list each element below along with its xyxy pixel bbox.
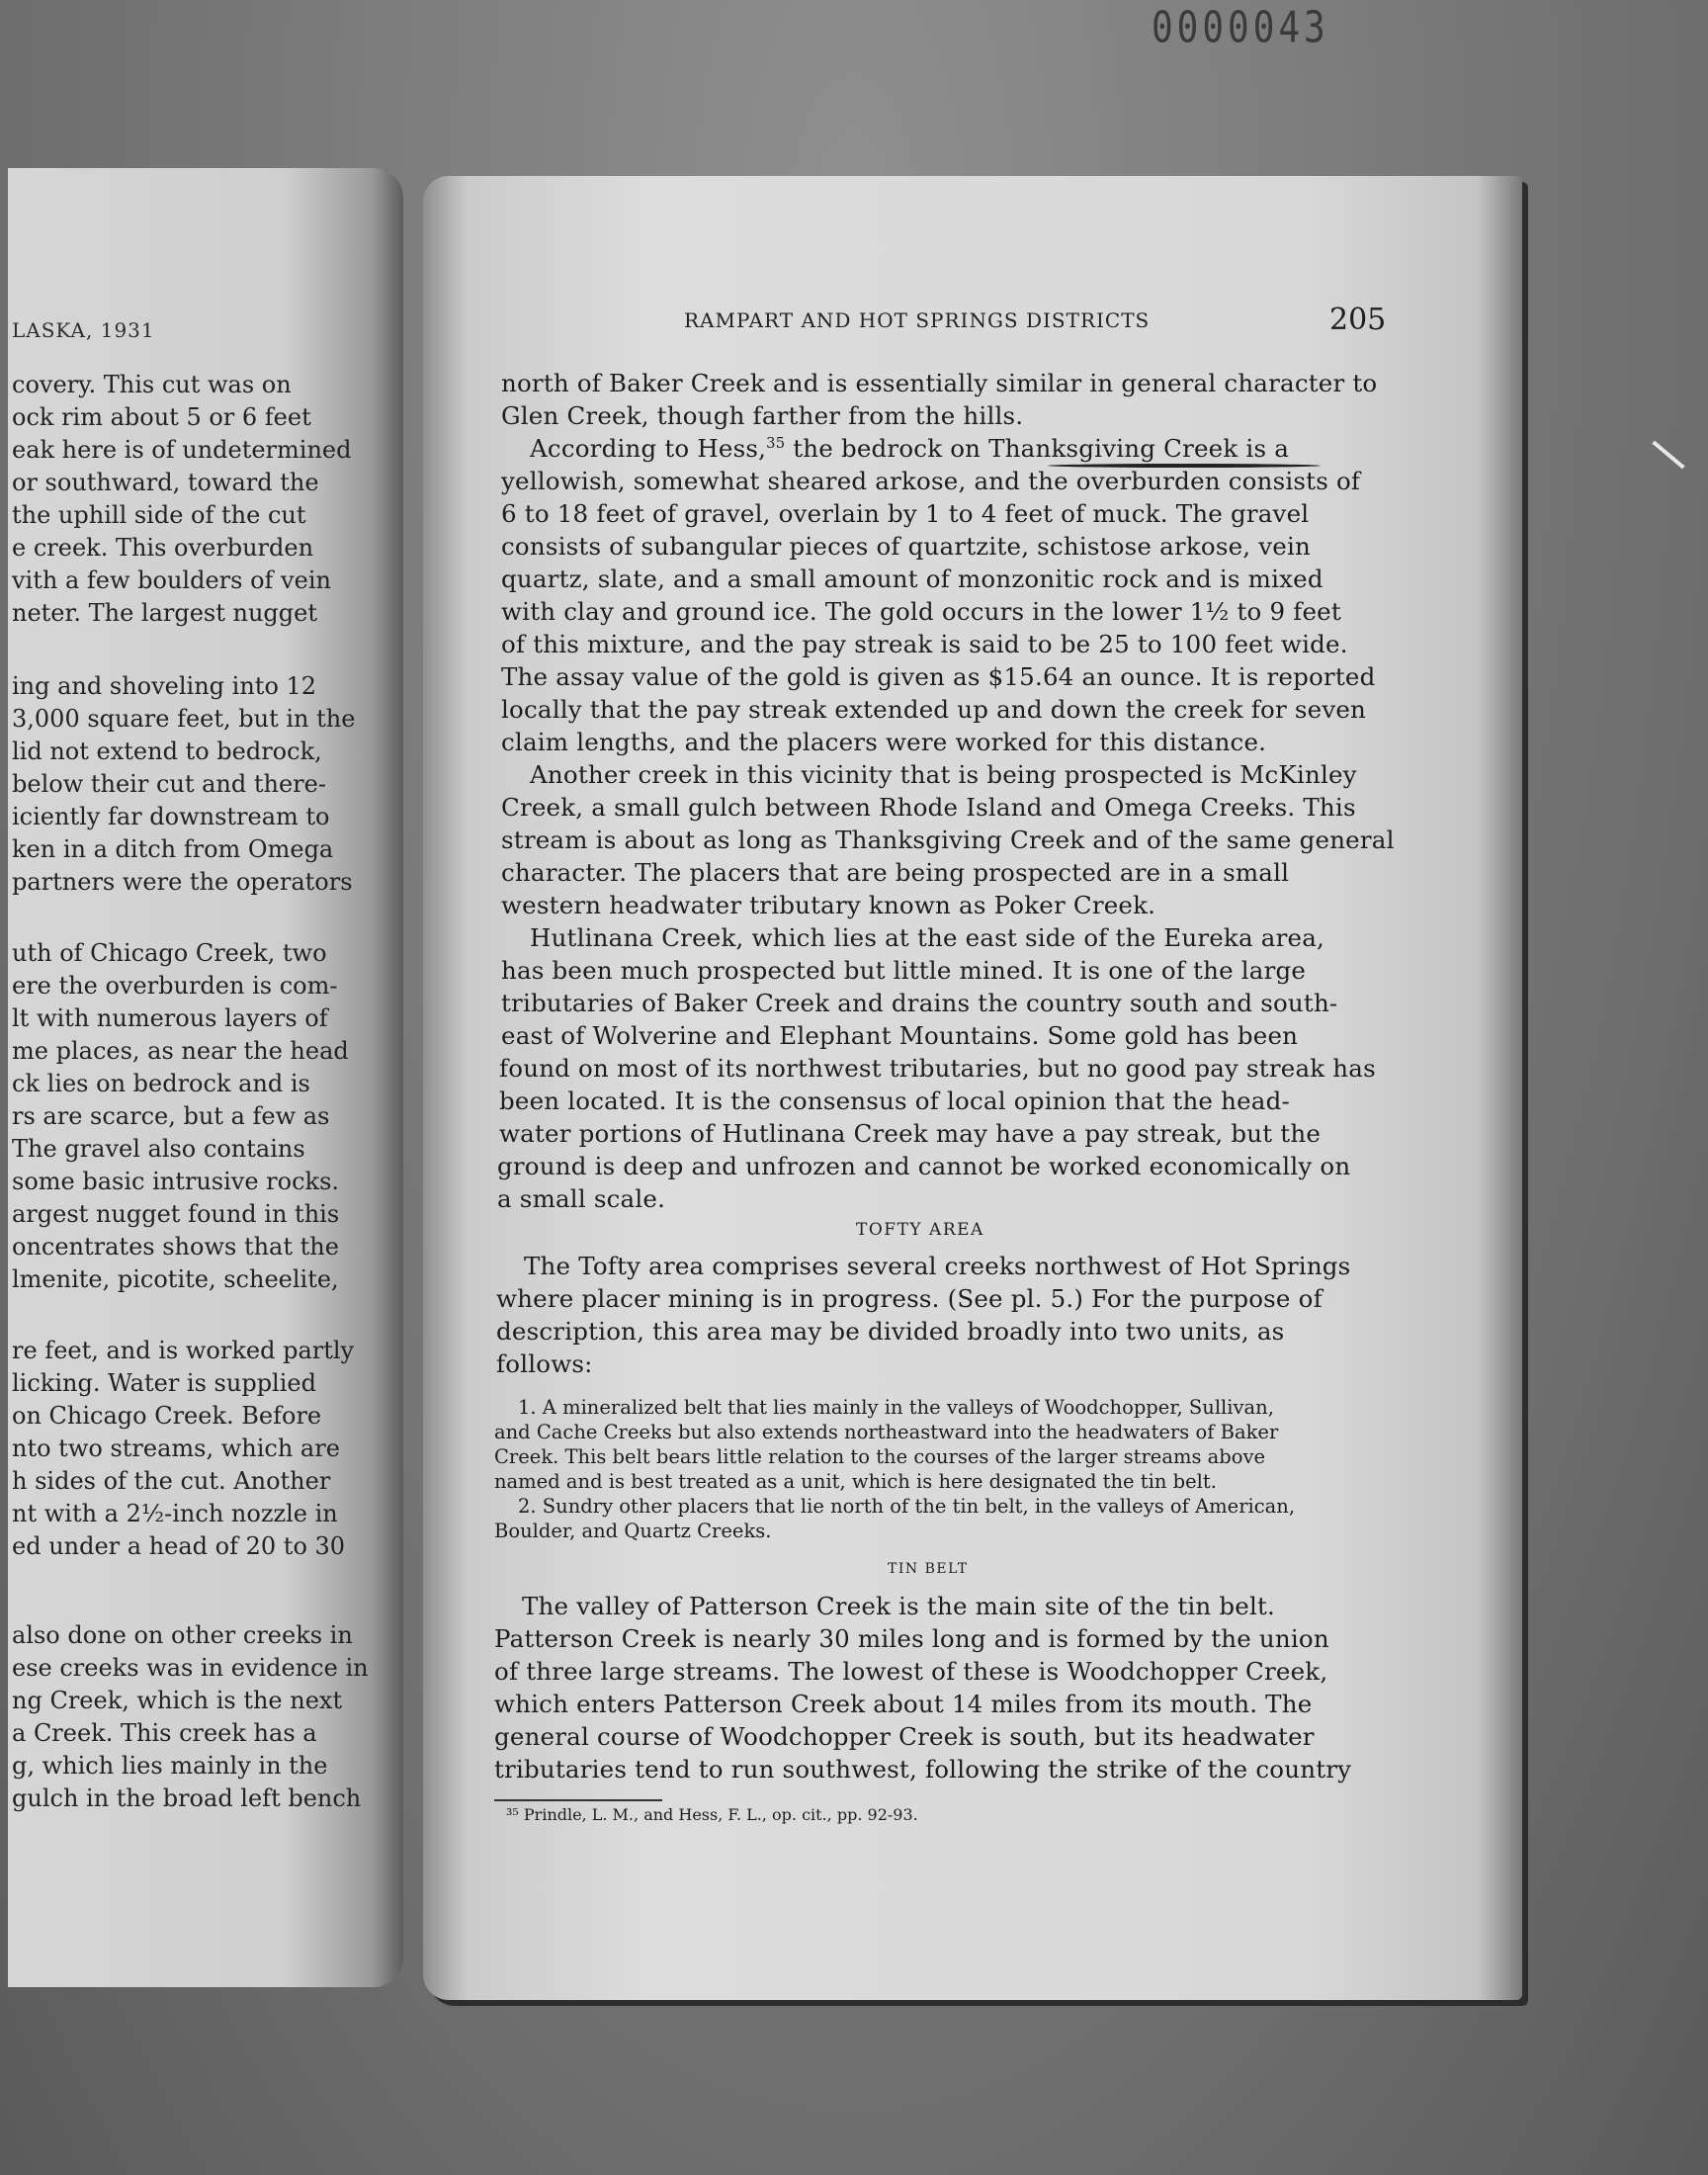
- document-stamp-number: 0000043: [1152, 3, 1329, 53]
- left-page-text-line: ere the overburden is com-: [12, 972, 338, 1000]
- text-line: of this mixture, and the pay streak is said to be 25 to 100 feet wide.: [501, 630, 1348, 658]
- left-page-text-line: ken in a ditch from Omega: [12, 835, 334, 863]
- section-heading-tin-belt: TIN BELT: [888, 1561, 969, 1577]
- text-line: follows:: [496, 1349, 593, 1378]
- left-page-text-line: lid not extend to bedrock,: [12, 738, 322, 765]
- text-line: east of Wolverine and Elephant Mountains. Some gold has been: [501, 1021, 1299, 1050]
- text-line: where placer mining is in progress. (See pl. 5.) For the purpose of: [496, 1284, 1323, 1313]
- left-page-text-line: licking. Water is supplied: [12, 1369, 316, 1397]
- list-item: named and is best treated as a unit, which is here designated the tin belt.: [494, 1470, 1217, 1493]
- text-line: claim lengths, and the placers were worked for this distance.: [501, 728, 1267, 756]
- footnote-rule: [494, 1799, 662, 1801]
- left-page-text-line: nto two streams, which are: [12, 1435, 340, 1462]
- left-page-text-line: vith a few boulders of vein: [12, 566, 331, 594]
- left-page-text-line: ing and shoveling into 12: [12, 672, 317, 700]
- text-line: character. The placers that are being prospected are in a small: [501, 858, 1290, 887]
- left-page: [8, 168, 403, 1987]
- running-header: RAMPART AND HOT SPRINGS DISTRICTS: [684, 308, 1151, 332]
- text-line: ground is deep and unfrozen and cannot be worked economically on: [497, 1152, 1351, 1180]
- left-page-text-line: The gravel also contains: [12, 1135, 305, 1163]
- text-line: description, this area may be divided broadly into two units, as: [496, 1317, 1285, 1346]
- text-line: Glen Creek, though farther from the hills.: [501, 401, 1024, 430]
- left-page-text-line: ock rim about 5 or 6 feet: [12, 403, 311, 431]
- left-page-text-line: oncentrates shows that the: [12, 1233, 339, 1261]
- left-page-text-line: ck lies on bedrock and is: [12, 1070, 310, 1097]
- list-item: 2. Sundry other placers that lie north of the tin belt, in the valleys of American,: [518, 1495, 1296, 1518]
- text-line: tributaries of Baker Creek and drains the country south and south-: [501, 989, 1338, 1017]
- list-item: 1. A mineralized belt that lies mainly in the valleys of Woodchopper, Sullivan,: [518, 1396, 1274, 1419]
- left-page-text-line: a Creek. This creek has a: [12, 1719, 317, 1747]
- left-page-text-line: rs are scarce, but a few as: [12, 1102, 330, 1130]
- text-line: north of Baker Creek and is essentially similar in general character to: [501, 369, 1378, 397]
- left-page-text-line: me places, as near the head: [12, 1037, 349, 1065]
- left-page-text-line: iciently far downstream to: [12, 803, 330, 830]
- left-page-text-line: covery. This cut was on: [12, 371, 292, 398]
- text-line: The valley of Patterson Creek is the main site of the tin belt.: [522, 1592, 1276, 1620]
- list-item: and Cache Creeks but also extends northeastward into the headwaters of Baker: [494, 1421, 1279, 1443]
- text-line: western headwater tributary known as Poker Creek.: [501, 891, 1156, 919]
- text-line: consists of subangular pieces of quartzite, schistose arkose, vein: [501, 532, 1312, 561]
- text-line: water portions of Hutlinana Creek may have a pay streak, but the: [499, 1119, 1322, 1148]
- text-line: tributaries tend to run southwest, following the strike of the country: [494, 1755, 1352, 1784]
- list-item: Boulder, and Quartz Creeks.: [494, 1520, 772, 1542]
- text-line: Hutlinana Creek, which lies at the east side of the Eureka area,: [530, 923, 1324, 952]
- left-page-text-line: 3,000 square feet, but in the: [12, 705, 356, 733]
- text-line: general course of Woodchopper Creek is south, but its headwater: [494, 1722, 1315, 1751]
- footnote-ref: 35: [766, 434, 786, 452]
- text-line: with clay and ground ice. The gold occurs in the lower 1½ to 9 feet: [501, 597, 1341, 626]
- text-line: The Tofty area comprises several creeks northwest of Hot Springs: [524, 1252, 1351, 1280]
- left-page-text-line: e creek. This overburden: [12, 534, 314, 562]
- left-page-text-line: lmenite, picotite, scheelite,: [12, 1265, 339, 1293]
- left-page-text-line: on Chicago Creek. Before: [12, 1402, 322, 1430]
- list-item: Creek. This belt bears little relation to the courses of the larger streams above: [494, 1445, 1266, 1468]
- left-page-text-line: partners were the operators: [12, 868, 353, 896]
- left-page-text-line: also done on other creeks in: [12, 1621, 353, 1649]
- left-page-text-line: lt with numerous layers of: [12, 1004, 328, 1032]
- left-page-text-line: or southward, toward the: [12, 469, 319, 496]
- left-page-header: LASKA, 1931: [12, 318, 155, 342]
- text-line: Patterson Creek is nearly 30 miles long and is formed by the union: [494, 1624, 1329, 1653]
- left-page-text-line: eak here is of undetermined: [12, 436, 352, 464]
- page-number: 205: [1329, 303, 1387, 337]
- text-line: has been much prospected but little mined. It is one of the large: [501, 956, 1307, 985]
- text-line: The assay value of the gold is given as $15.64 an ounce. It is reported: [501, 662, 1376, 691]
- left-page-text-line: uth of Chicago Creek, two: [12, 939, 327, 967]
- left-page-text-line: g, which lies mainly in the: [12, 1752, 328, 1780]
- left-page-text-line: ese creeks was in evidence in: [12, 1654, 369, 1682]
- left-page-text-line: re feet, and is worked partly: [12, 1337, 355, 1364]
- section-heading-tofty-area: TOFTY AREA: [856, 1220, 984, 1240]
- left-page-text-line: gulch in the broad left bench: [12, 1784, 362, 1812]
- text-line: 6 to 18 feet of gravel, overlain by 1 to 4 feet of muck. The gravel: [501, 499, 1310, 528]
- left-page-text-line: nt with a 2½-inch nozzle in: [12, 1500, 338, 1527]
- text-line: been located. It is the consensus of local opinion that the head-: [499, 1087, 1290, 1115]
- footnote: ³⁵ Prindle, L. M., and Hess, F. L., op. cit., pp. 92-93.: [506, 1805, 918, 1824]
- text-line: found on most of its northwest tributaries, but no good pay streak has: [499, 1054, 1376, 1083]
- text-line: a small scale.: [497, 1184, 666, 1213]
- left-page-text-line: h sides of the cut. Another: [12, 1467, 331, 1495]
- left-page-text-line: ng Creek, which is the next: [12, 1687, 343, 1714]
- text-line: stream is about as long as Thanksgiving Creek and of the same general: [501, 826, 1395, 854]
- text-line: Another creek in this vicinity that is being prospected is McKinley: [530, 760, 1357, 789]
- left-page-text-line: below their cut and there-: [12, 770, 326, 798]
- text-line: Creek, a small gulch between Rhode Island and Omega Creeks. This: [501, 793, 1356, 822]
- text-line: of three large streams. The lowest of these is Woodchopper Creek,: [494, 1657, 1328, 1686]
- left-page-text-line: neter. The largest nugget: [12, 599, 317, 627]
- left-page-text-line: ed under a head of 20 to 30: [12, 1532, 346, 1560]
- text-line: According to Hess,$^{35}$ the bedrock on Thanksgiving Creek is a: [530, 434, 1290, 463]
- text-line: locally that the pay streak extended up and down the creek for seven: [501, 695, 1367, 724]
- left-page-text-line: argest nugget found in this: [12, 1200, 340, 1228]
- text-line: which enters Patterson Creek about 14 miles from its mouth. The: [494, 1690, 1313, 1718]
- text-line: quartz, slate, and a small amount of monzonitic rock and is mixed: [501, 565, 1324, 593]
- text-line: yellowish, somewhat sheared arkose, and the overburden consists of: [501, 467, 1361, 495]
- left-page-text-line: the uphill side of the cut: [12, 501, 306, 529]
- left-page-text-line: some basic intrusive rocks.: [12, 1168, 340, 1195]
